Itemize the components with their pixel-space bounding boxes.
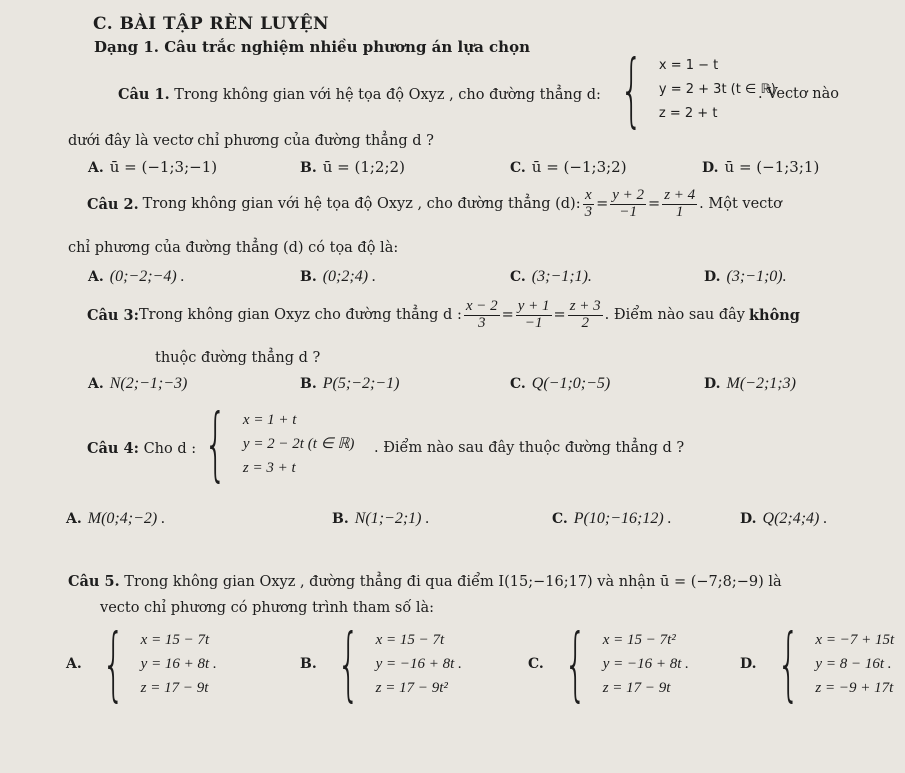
q4-option-b[interactable]: B. N(1;−2;1) . xyxy=(332,510,430,527)
q4-sys-x: x = 1 + t xyxy=(242,412,297,428)
q1-text: Trong không gian với hệ tọa độ Oxyz , cho đường thẳng d: xyxy=(174,87,601,103)
q5-option-b[interactable]: B. { x = 15 − 7t y = −16 + 8t . z = 17 − 9t² xyxy=(300,617,462,710)
q4-system: { x = 1 + t y = 2 − 2t (t ∈ ℝ) z = 3 + t xyxy=(203,397,355,490)
q5-option-a[interactable]: A. { x = 15 − 7t y = 16 + 8t . z = 17 − 9t xyxy=(66,617,217,710)
q1-stem xyxy=(118,86,601,103)
q1-after: . Vectơ nào xyxy=(758,86,839,102)
q1-system: { x = 1 − t y = 2 + 3t (t ∈ ℝ) z = 2 + t xyxy=(619,43,776,136)
q3-frac-x: $\frac{x - 2}{3}$ xyxy=(465,298,498,331)
q5-text: Trong không gian Oxyz , đường thẳng đi qua điểm I(15;−16;17) và nhận ū = (−7;8;−9) là xyxy=(124,574,782,590)
q4-option-c[interactable]: C. P(10;−16;12) . xyxy=(552,510,672,527)
q5-stem: Câu 5. Trong không gian Oxyz , đường thẳng đi qua điểm I(15;−16;17) và nhận ū = (−7;8;−9) là xyxy=(68,573,782,590)
q2-text: Trong không gian với hệ tọa độ Oxyz , cho đường thẳng (d): xyxy=(142,196,581,213)
q2-option-c[interactable]: C. (3;−1;1). xyxy=(510,268,592,285)
q5-line2: vecto chỉ phương có phương trình tham số là: xyxy=(100,600,435,616)
q4-option-a[interactable]: A. M(0;4;−2) . xyxy=(66,510,166,527)
q2-line2: chỉ phương của đường thẳng (d) có tọa độ là: xyxy=(68,240,399,256)
q1-sys-x: x = 1 − t xyxy=(658,58,719,73)
q4-stem: Câu 4: Cho d : xyxy=(87,440,197,457)
q4-sys-y: y = 2 − 2t (t ∈ ℝ) xyxy=(242,436,355,452)
q3-stem: Câu 3: Trong không gian Oxyz cho đường thẳng d : $\frac{x - 2}{3}$ = $\frac{y + 1}{-1}$ = $\frac{z + 3}{2}$ . Điểm nào sau đây không xyxy=(87,298,800,331)
q1-label: Câu 1. xyxy=(118,86,170,103)
q3-option-b[interactable]: B. P(5;−2;−1) xyxy=(300,375,400,392)
q3-line2: thuộc đường thẳng d ? xyxy=(155,350,321,366)
q3-text: Trong không gian Oxyz cho đường thẳng d : xyxy=(138,307,462,324)
section-title: C. BÀI TẬP RÈN LUYỆN xyxy=(93,14,330,34)
q1-sys-y: y = 2 + 3t (t ∈ ℝ) xyxy=(658,82,776,97)
q4-sys-z: z = 3 + t xyxy=(242,460,296,476)
q2-frac-x: $\frac{x}{3}$ xyxy=(584,187,593,220)
q1-line2: dưới đây là vectơ chỉ phương của đường thẳng d ? xyxy=(68,133,434,149)
q3-option-a[interactable]: A. N(2;−1;−3) xyxy=(88,375,188,392)
q2-after: . Một vectơ xyxy=(699,196,782,213)
q3-after: . Điểm nào sau đây xyxy=(604,307,745,324)
q1-option-a[interactable]: A. ū = (−1;3;−1) xyxy=(88,158,218,176)
q2-option-b[interactable]: B. (0;2;4) . xyxy=(300,268,377,285)
q4-text: Cho d : xyxy=(143,441,197,457)
q2-option-d[interactable]: D. (3;−1;0). xyxy=(704,268,787,285)
subsection-title: Dạng 1. Câu trắc nghiệm nhiều phương án lựa chọn xyxy=(94,38,530,56)
q3-frac-y: $\frac{y + 1}{-1}$ xyxy=(517,298,550,331)
q2-option-a[interactable]: A. (0;−2;−4) . xyxy=(88,268,185,285)
q3-option-d[interactable]: D. M(−2;1;3) xyxy=(704,375,796,392)
q5-option-d[interactable]: D. { x = −7 + 15t y = 8 − 16t . z = −9 + 17t xyxy=(740,617,895,710)
q5-option-c[interactable]: C. { x = 15 − 7t² y = −16 + 8t . z = 17 − 9t xyxy=(528,617,689,710)
q2-stem: Câu 2. Trong không gian với hệ tọa độ Oxyz , cho đường thẳng (d): $\frac{x}{3}$ = $\frac{y + 2}{-1}$ = $\frac{z + 4}{1}$ . Một vectơ xyxy=(87,187,782,220)
q3-bold-word: không xyxy=(749,306,800,324)
q1-sys-z: z = 2 + t xyxy=(658,106,718,121)
q3-frac-z: $\frac{z + 3}{2}$ xyxy=(569,298,601,331)
q4-after: . Điểm nào sau đây thuộc đường thẳng d ? xyxy=(374,440,685,456)
q2-frac-y: $\frac{y + 2}{-1}$ xyxy=(612,187,645,220)
q1-option-c[interactable]: C. ū = (−1;3;2) xyxy=(510,158,627,176)
q3-option-c[interactable]: C. Q(−1;0;−5) xyxy=(510,375,611,392)
q1-option-d[interactable]: D. ū = (−1;3;1) xyxy=(702,158,820,176)
q2-frac-z: $\frac{z + 4}{1}$ xyxy=(664,187,696,220)
q1-option-b[interactable]: B. ū = (1;2;2) xyxy=(300,158,405,176)
q4-option-d[interactable]: D. Q(2;4;4) . xyxy=(740,510,828,527)
